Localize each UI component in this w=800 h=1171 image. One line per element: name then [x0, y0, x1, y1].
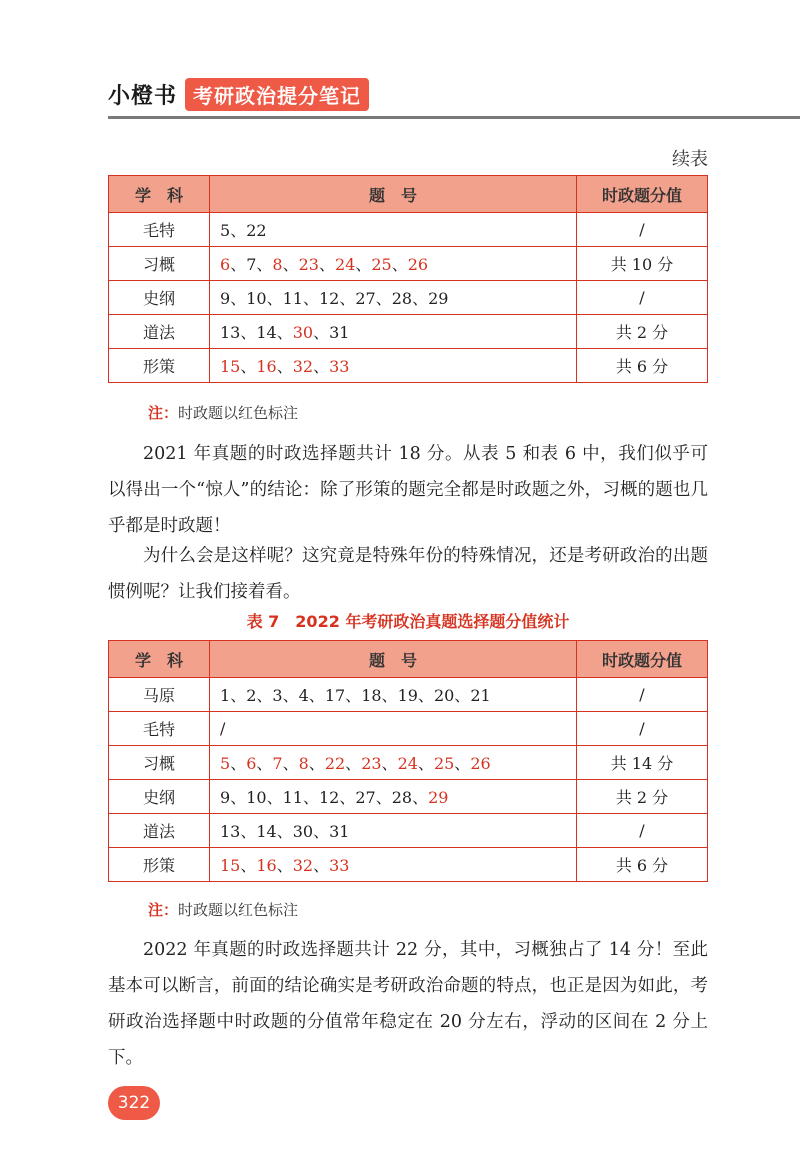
- table-row: [109, 814, 708, 848]
- question-number-current-affairs: 23: [361, 754, 382, 773]
- table-header-row: [109, 641, 708, 678]
- question-numbers-cell: [210, 712, 577, 746]
- table-row: [109, 213, 708, 247]
- question-numbers-cell: [210, 247, 577, 281]
- question-number-current-affairs: 33: [329, 856, 350, 875]
- separator: 、: [308, 754, 325, 773]
- col-question-header: 题 号: [210, 176, 577, 213]
- score-cell: 共 2 分: [577, 780, 708, 814]
- subject-cell: 道法: [109, 315, 210, 349]
- separator: 、: [302, 788, 319, 807]
- question-number: 4: [298, 686, 309, 705]
- score-cell: /: [577, 814, 708, 848]
- score-cell: 共 6 分: [577, 848, 708, 882]
- question-number-current-affairs: 15: [220, 357, 241, 376]
- separator: 、: [230, 788, 247, 807]
- book-subtitle-badge: 考研政治提分笔记: [185, 78, 369, 111]
- separator: 、: [276, 357, 293, 376]
- table-row: [109, 780, 708, 814]
- subject-cell: 马原: [109, 678, 210, 712]
- separator: 、: [256, 255, 273, 274]
- table-row: [109, 281, 708, 315]
- col-subject-header: 学 科: [109, 176, 210, 213]
- separator: 、: [256, 754, 273, 773]
- separator: 、: [302, 289, 319, 308]
- note-key: 注：: [148, 404, 179, 422]
- separator: 、: [345, 754, 362, 773]
- question-number: 27: [355, 289, 376, 308]
- question-number-current-affairs: 8: [272, 255, 283, 274]
- separator: 、: [230, 686, 247, 705]
- question-number-current-affairs: 15: [220, 856, 241, 875]
- separator: 、: [240, 357, 257, 376]
- question-number: 5: [220, 221, 231, 240]
- separator: 、: [417, 686, 434, 705]
- question-number: 12: [318, 289, 340, 308]
- question-number-current-affairs: 32: [292, 357, 314, 376]
- question-number: 31: [329, 822, 350, 841]
- question-number-current-affairs: 32: [292, 856, 314, 875]
- page-number-badge: 322: [108, 1086, 160, 1120]
- separator: 、: [313, 822, 330, 841]
- subject-cell: 毛特: [109, 213, 210, 247]
- question-number-current-affairs: 6: [220, 255, 231, 274]
- separator: 、: [391, 255, 408, 274]
- question-number: 22: [246, 221, 267, 240]
- separator: 、: [412, 289, 429, 308]
- question-number: 13: [220, 822, 241, 841]
- question-number: 1: [220, 686, 231, 705]
- separator: 、: [313, 323, 330, 342]
- col-question-header: 题 号: [210, 641, 577, 678]
- separator: 、: [412, 788, 429, 807]
- note-text: 时政题以红色标注: [178, 901, 299, 919]
- score-cell: /: [577, 712, 708, 746]
- score-cell: 共 2 分: [577, 315, 708, 349]
- separator: 、: [375, 788, 392, 807]
- separator: 、: [381, 686, 398, 705]
- separator: 、: [230, 754, 247, 773]
- paragraph-2022-summary: 2022 年真题的时政选择题共计 22 分，其中，习概独占了 14 分！至此基本可以断言，前面的结论确实是考研政治命题的特点，也正是因为如此，考研政治选择题中时政题的分值常年稳定在 20 分左右，浮动的区间在 2 分上下。: [108, 940, 708, 1068]
- question-number-current-affairs: 25: [433, 754, 455, 773]
- question-number: 11: [282, 788, 303, 807]
- question-number-current-affairs: 26: [470, 754, 491, 773]
- separator: 、: [282, 255, 299, 274]
- table2-note: [148, 899, 298, 920]
- separator: 、: [454, 686, 471, 705]
- table-row: [109, 247, 708, 281]
- question-number-current-affairs: 24: [334, 255, 356, 274]
- subject-cell: 形策: [109, 848, 210, 882]
- question-number: 31: [329, 323, 350, 342]
- question-number: 30: [292, 822, 314, 841]
- score-table-2022: [108, 640, 708, 882]
- question-number-current-affairs: 33: [329, 357, 350, 376]
- subject-cell: 史纲: [109, 281, 210, 315]
- question-numbers-cell: [210, 780, 577, 814]
- question-number-current-affairs: 5: [220, 754, 231, 773]
- separator: 、: [276, 856, 293, 875]
- question-number-current-affairs: 30: [292, 323, 314, 342]
- separator: 、: [454, 754, 471, 773]
- question-number: 18: [361, 686, 382, 705]
- subject-cell: 史纲: [109, 780, 210, 814]
- subject-cell: 习概: [109, 247, 210, 281]
- question-number: 10: [246, 788, 267, 807]
- question-number: 7: [246, 255, 257, 274]
- question-number: 2: [246, 686, 257, 705]
- separator: 、: [266, 788, 283, 807]
- score-cell: 共 10 分: [577, 247, 708, 281]
- separator: 、: [266, 289, 283, 308]
- question-number-current-affairs: 25: [371, 255, 392, 274]
- question-number: /: [220, 719, 226, 738]
- col-score-header: 时政题分值: [577, 176, 708, 213]
- header-rule: [108, 116, 800, 119]
- paragraph-2021-summary: 2021 年真题的时政选择题共计 18 分。从表 5 和表 6 中，我们似乎可以得出一个“惊人”的结论：除了形策的题完全都是时政题之外，习概的题也几乎都是时政题！: [108, 444, 708, 536]
- table-row: [109, 848, 708, 882]
- subject-cell: 习概: [109, 746, 210, 780]
- question-number-current-affairs: 22: [324, 754, 346, 773]
- question-number-current-affairs: 26: [407, 255, 429, 274]
- separator: 、: [313, 856, 330, 875]
- question-numbers-cell: [210, 848, 577, 882]
- separator: 、: [230, 221, 247, 240]
- separator: 、: [240, 822, 257, 841]
- separator: 、: [240, 856, 257, 875]
- separator: 、: [282, 686, 299, 705]
- question-number-current-affairs: 6: [246, 754, 257, 773]
- question-number: 14: [256, 822, 277, 841]
- table-row: [109, 712, 708, 746]
- book-brand: 小橙书: [108, 84, 178, 109]
- question-number: 13: [220, 323, 241, 342]
- separator: 、: [230, 255, 247, 274]
- question-number: 20: [433, 686, 455, 705]
- question-numbers-cell: [210, 349, 577, 383]
- separator: 、: [276, 323, 293, 342]
- separator: 、: [318, 255, 335, 274]
- table-row: [109, 746, 708, 780]
- separator: 、: [308, 686, 325, 705]
- question-number-current-affairs: 16: [256, 856, 277, 875]
- subject-cell: 形策: [109, 349, 210, 383]
- separator: 、: [339, 289, 356, 308]
- separator: 、: [375, 289, 392, 308]
- separator: 、: [282, 754, 299, 773]
- question-numbers-cell: [210, 213, 577, 247]
- question-numbers-cell: [210, 746, 577, 780]
- col-subject-header: 学 科: [109, 641, 210, 678]
- question-number: 29: [428, 289, 449, 308]
- question-number: 17: [324, 686, 346, 705]
- question-number: 10: [246, 289, 267, 308]
- separator: 、: [313, 357, 330, 376]
- score-table-2021-continued: [108, 175, 708, 383]
- question-number: 11: [282, 289, 303, 308]
- separator: 、: [339, 788, 356, 807]
- separator: 、: [256, 686, 273, 705]
- question-number: 3: [272, 686, 283, 705]
- question-numbers-cell: [210, 281, 577, 315]
- table-row: [109, 315, 708, 349]
- question-number: 28: [391, 289, 413, 308]
- col-score-header: 时政题分值: [577, 641, 708, 678]
- question-number: 19: [397, 686, 418, 705]
- running-header: [108, 78, 369, 111]
- paragraph-question: 为什么会是这样呢？这究竟是特殊年份的特殊情况，还是考研政治的出题惯例呢？让我们接着看。: [108, 546, 708, 602]
- question-numbers-cell: [210, 814, 577, 848]
- question-number-current-affairs: 8: [298, 754, 309, 773]
- question-number-current-affairs: 24: [397, 754, 418, 773]
- question-numbers-cell: [210, 315, 577, 349]
- question-number-current-affairs: 16: [256, 357, 277, 376]
- separator: 、: [230, 289, 247, 308]
- table-row: [109, 349, 708, 383]
- separator: 、: [240, 323, 257, 342]
- question-number-current-affairs: 29: [428, 788, 449, 807]
- note-text: 时政题以红色标注: [178, 404, 299, 422]
- separator: 、: [417, 754, 434, 773]
- table1-note: [148, 402, 298, 423]
- score-cell: /: [577, 281, 708, 315]
- score-cell: 共 14 分: [577, 746, 708, 780]
- separator: 、: [345, 686, 362, 705]
- question-number-current-affairs: 23: [298, 255, 319, 274]
- separator: 、: [355, 255, 372, 274]
- question-number-current-affairs: 7: [272, 754, 283, 773]
- separator: 、: [276, 822, 293, 841]
- question-number: 28: [391, 788, 413, 807]
- score-cell: 共 6 分: [577, 349, 708, 383]
- question-number: 27: [355, 788, 376, 807]
- score-cell: /: [577, 213, 708, 247]
- question-number: 21: [470, 686, 491, 705]
- question-number: 12: [318, 788, 340, 807]
- table7-caption: 表 7 2022 年考研政治真题选择题分值统计: [246, 612, 570, 631]
- question-number: 9: [220, 289, 231, 308]
- continued-table-label: 续表: [672, 149, 708, 170]
- question-number: 9: [220, 788, 231, 807]
- score-cell: /: [577, 678, 708, 712]
- separator: 、: [381, 754, 398, 773]
- question-number: 14: [256, 323, 277, 342]
- subject-cell: 毛特: [109, 712, 210, 746]
- table-header-row: [109, 176, 708, 213]
- question-numbers-cell: [210, 678, 577, 712]
- note-key: 注：: [148, 901, 179, 919]
- table-row: [109, 678, 708, 712]
- subject-cell: 道法: [109, 814, 210, 848]
